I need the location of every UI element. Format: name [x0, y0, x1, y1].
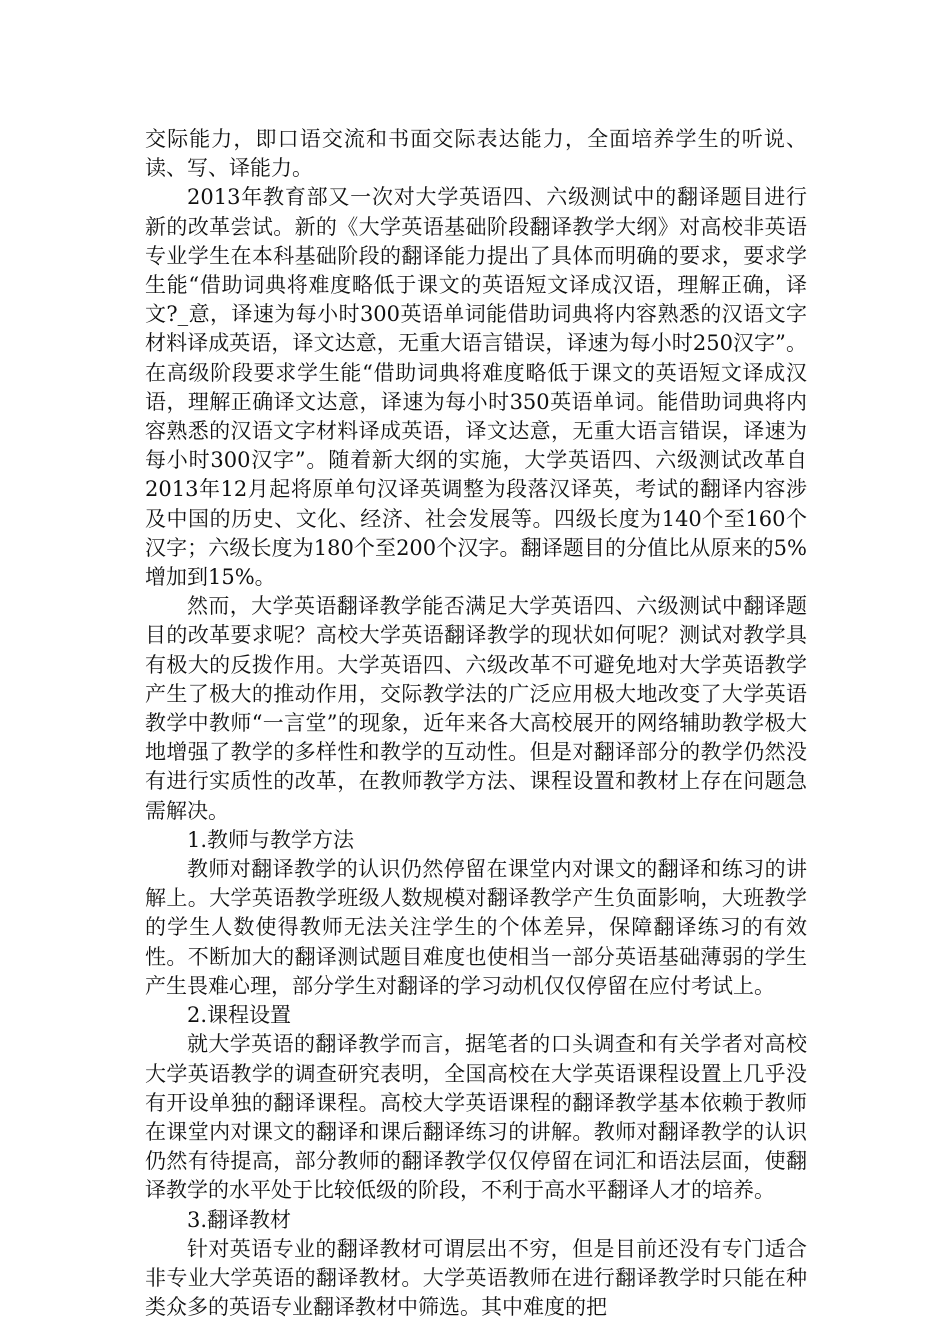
paragraph-teaching-status: 然而，大学英语翻译教学能否满足大学英语四、六级测试中翻译题目的改革要求呢？高校大学英语翻译教学的现状如何呢？测试对教学具有极大的反拨作用。大学英语四、六级改革不可避免地对大学英语教学产生了极大的推动作用，交际教学法的广泛应用极大地改变了大学英语教学中教师“一言堂”的现象，近年来各大高校展开的网络辅助教学极大地增强了教学的多样性和教学的互动性。但是对翻译部分的教学仍然没有进行实质性的改革，在教师教学方法、课程设置和教材上存在问题急需解决。 — [145, 594, 807, 823]
paragraph-syllabus-reform: 2013年教育部又一次对大学英语四、六级测试中的翻译题目进行新的改革尝试。新的《大学英语基础阶段翻译教学大纲》对高校非英语专业学生在本科基础阶段的翻译能力提出了具体而明确的要求，要求学生能“借助词典将难度略低于课文的英语短文译成汉语，理解正确，译文?_意，译速为每小时300英语单词能借助词典将内容熟悉的汉语文字材料译成英语，译文达意，无重大语言错误，译速为每小时250汉字”。在高级阶段要求学生能“借助词典将难度略低于课文的英语短文译成汉语，理解正确译文达意，译速为每小时350英语单词。能借助词典将内容熟悉的汉语文字材料译成英语，译文达意，无重大语言错误，译速为每小时300汉字”。随着新大纲的实施，大学英语四、六级测试改革自2013年12月起将原单句汉译英调整为段落汉译英，考试的翻译内容涉及中国的历史、文化、经济、社会发展等。四级长度为140个至160个汉字；六级长度为180个至200个汉字。翻译题目的分值比从原来的5%增加到15%。 — [145, 185, 807, 590]
paragraph-teachers-methods: 教师对翻译教学的认识仍然停留在课堂内对课文的翻译和练习的讲解上。大学英语教学班级人数规模对翻译教学产生负面影响，大班教学的学生人数使得教师无法关注学生的个体差异，保障翻译练习的有效性。不断加大的翻译测试题目难度也使相当一部分英语基础薄弱的学生产生畏难心理，部分学生对翻译的学习动机仅仅停留在应付考试上。 — [145, 857, 807, 998]
section-heading-textbooks: 3.翻译教材 — [187, 1207, 292, 1232]
document-page — [145, 125, 807, 1322]
section-heading-teachers-methods: 1.教师与教学方法 — [187, 827, 355, 852]
paragraph-continued: 交际能力，即口语交流和书面交际表达能力，全面培养学生的听说、读、写、译能力。 — [145, 127, 807, 181]
paragraph-curriculum: 就大学英语的翻译教学而言，据笔者的口头调查和有关学者对高校大学英语教学的调查研究表明，全国高校在大学英语课程设置上几乎没有开设单独的翻译课程。高校大学英语课程的翻译教学基本依赖于教师在课堂内对课文的翻译和课后翻译练习的讲解。教师对翻译教学的认识仍然有待提高，部分教师的翻译教学仅仅停留在词汇和语法层面，使翻译教学的水平处于比较低级的阶段，不利于高水平翻译人才的培养。 — [145, 1032, 807, 1203]
section-heading-curriculum: 2.课程设置 — [187, 1003, 292, 1028]
paragraph-textbooks: 针对英语专业的翻译教材可谓层出不穷，但是目前还没有专门适合非专业大学英语的翻译教材。大学英语教师在进行翻译教学时只能在种类众多的英语专业翻译教材中筛选。其中难度的把 — [145, 1236, 807, 1320]
